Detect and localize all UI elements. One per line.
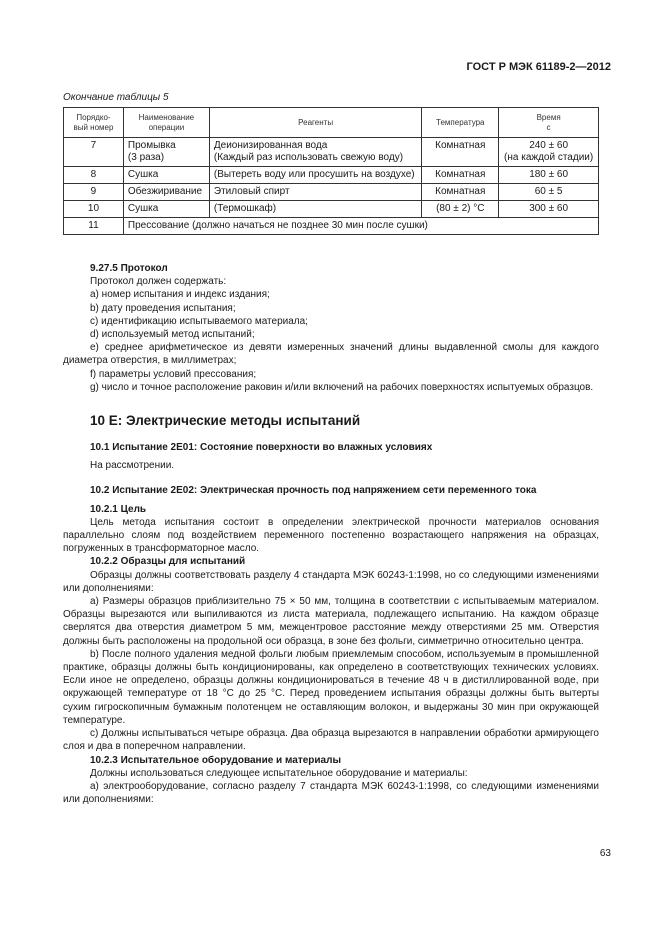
cell-operation: Сушка [123, 167, 209, 184]
cell-num: 7 [64, 138, 124, 167]
subsection-10-2-heading: 10.2 Испытание 2Е02: Электрическая прочность под напряжением сети переменного тока [90, 485, 537, 497]
cell-operation: Обезжиривание [123, 184, 209, 201]
cell-time: 300 ± 60 [499, 201, 599, 218]
cell-operation: Сушка [123, 201, 209, 218]
subsection-10-1-text: На рассмотрении. [90, 460, 175, 472]
paragraph: Цель метода испытания состоит в определении электрической прочности материалов основания параллельно слоям под воздействием переменного постепенно возрастающего напряжения на образцах, погруженных в трансформаторное масло. [63, 516, 599, 555]
list-item: a) номер испытания и индекс издания; [90, 289, 270, 301]
cell-time: 60 ± 5 [499, 184, 599, 201]
subsection-10-2-2-heading: 10.2.2 Образцы для испытаний [90, 556, 246, 568]
paragraph: Образцы должны соответствовать разделу 4 стандарта МЭК 60243-1:1998, но со следующими изменениями или дополнениями: [63, 569, 599, 594]
cell-merged-text: Прессование (должно начаться не позднее 30 мин после сушки) [123, 218, 598, 235]
col-header-operation: Наименование операции [123, 108, 209, 138]
list-item: c) идентификацию испытываемого материала; [90, 315, 308, 327]
protocol-heading: 9.27.5 Протокол [90, 263, 168, 274]
cell-num: 9 [64, 184, 124, 201]
paragraph: а) Размеры образцов приблизительно 75 × 50 мм, толщина в соответствии с испытываемым материалом. Образцы вырезаются или выпиливаются из листа материала, подлежащего испытанию. На каждом образце сверлятся два отверстия диаметром 5 мм, межцентровое расстояние между отверстиями 25 мм. Отверстия должны быть расположены на продольной оси образца, в зоне без фольги, симметрично относительно центра. [63, 596, 599, 647]
protocol-intro: Протокол должен содержать: [90, 276, 227, 288]
cell-num: 11 [64, 218, 124, 235]
col-header-reagents: Реагенты [209, 108, 421, 138]
cell-time: 240 ± 60 (на каждой стадии) [499, 138, 599, 167]
list-item: d) используемый метод испытаний; [90, 329, 255, 341]
page-number: 63 [599, 848, 611, 859]
cell-temperature: Комнатная [422, 167, 499, 184]
paragraph: с) Должны испытываться четыре образца. Два образца вырезаются в направлении обработки армирующего слоя и два в поперечном направлении. [63, 728, 599, 753]
paragraph: Должны использоваться следующее испытательное оборудование и материалы: [90, 767, 468, 779]
paragraph: а) электрооборудование, согласно разделу 7 стандарта МЭК 60243-1:1998, со следующими изменениями или дополнениями: [63, 780, 599, 806]
subsection-10-2-3-heading: 10.2.3 Испытательное оборудование и материалы [90, 754, 341, 766]
cell-num: 8 [64, 167, 124, 184]
table-row [64, 167, 599, 184]
cell-reagent: (Термошкаф) [209, 201, 421, 218]
table-caption: Окончание таблицы 5 [63, 92, 169, 103]
cell-operation: Промывка (3 раза) [123, 138, 209, 167]
table-row [64, 201, 599, 218]
table-row [64, 184, 599, 201]
cell-temperature: Комнатная [422, 138, 499, 167]
paragraph: b) После полного удаления медной фольги любым приемлемым способом, используемым в промышленной практике, образцы должны быть кондиционированы, как определено в соответствующих технических условиях. Если иное не определено, образцы должны кондиционироваться в течение 48 ч в дистиллированной воде, при окружающей температуре от 18 °С до 25 °С. Перед проведением испытания образцы должны быть вытерты сухим гигроскопичным бумажным полотенцем не оставляющим волокон, и выдержаны 30 мин при окружающей температуре. [63, 648, 599, 726]
cell-num: 10 [64, 201, 124, 218]
list-item: g) число и точное расположение раковин и/или включений на рабочих поверхностях испытуемых образцов. [90, 381, 594, 393]
table-header-row [64, 108, 599, 138]
subsection-10-1-heading: 10.1 Испытание 2Е01: Состояние поверхности во влажных условиях [90, 442, 433, 454]
document-header: ГОСТ Р МЭК 61189-2—2012 [466, 61, 611, 73]
col-header-temperature: Температура [422, 108, 499, 138]
list-item: f) параметры условий прессования; [90, 368, 257, 380]
list-item: b) дату проведения испытания; [90, 302, 236, 314]
table-row [64, 138, 599, 167]
table-5 [63, 107, 599, 235]
section-10-title: 10 Е: Электрические методы испытаний [90, 413, 361, 429]
table-row [64, 218, 599, 235]
list-item: e) среднее арифметическое из девяти измеренных значений длины выдавленной смолы для каждого диаметра отверстия, в миллиметрах; [63, 342, 599, 367]
cell-reagent: Деионизированная вода (Каждый раз использовать свежую воду) [209, 138, 421, 167]
cell-temperature: Комнатная [422, 184, 499, 201]
cell-reagent: (Вытереть воду или просушить на воздухе) [209, 167, 421, 184]
subsection-10-2-1-heading: 10.2.1 Цель [90, 503, 147, 515]
cell-reagent: Этиловый спирт [209, 184, 421, 201]
col-header-num: Порядко- вый номер [64, 108, 124, 138]
cell-time: 180 ± 60 [499, 167, 599, 184]
document-body [63, 262, 599, 806]
col-header-time: Время с [499, 108, 599, 138]
cell-temperature: (80 ± 2) °С [422, 201, 499, 218]
